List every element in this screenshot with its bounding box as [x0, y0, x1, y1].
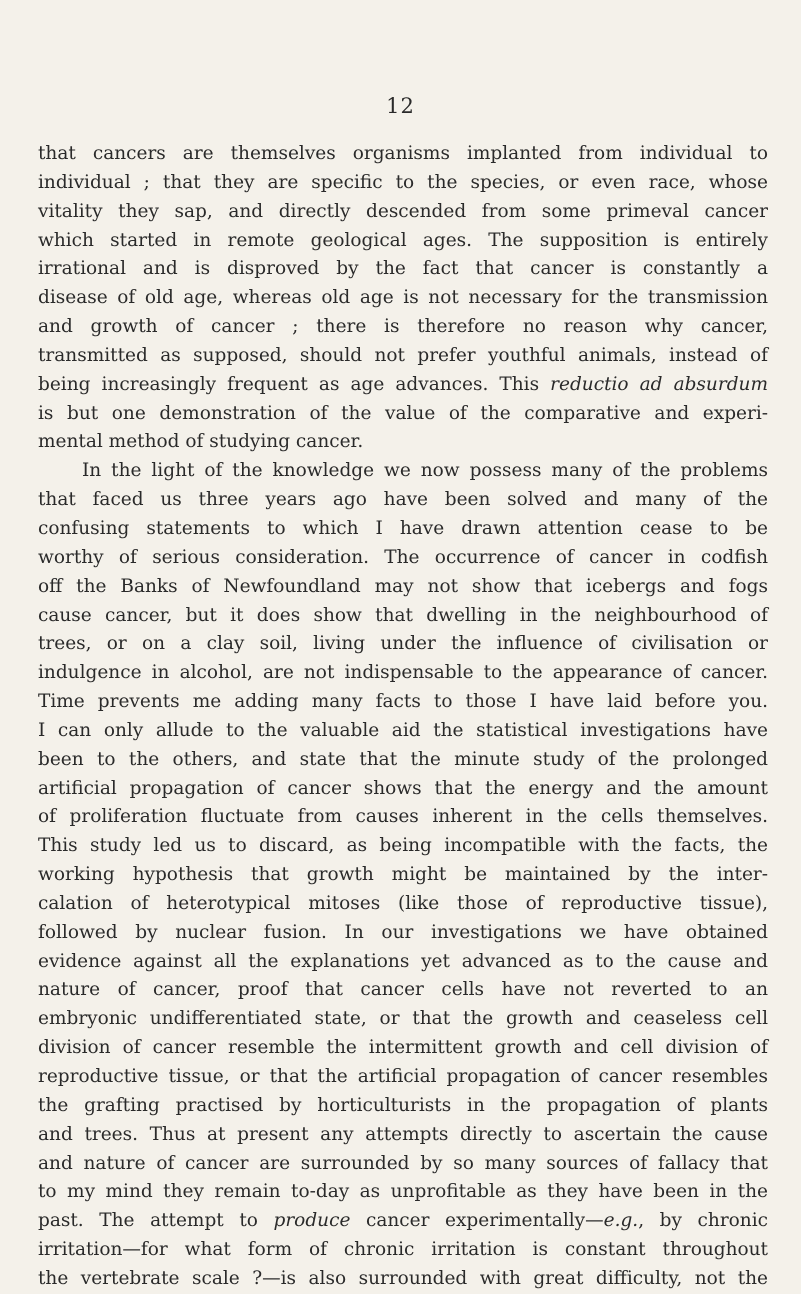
text-segment: being increasingly frequent as age advances. This: [38, 373, 551, 395]
text-line: [38, 1121, 768, 1150]
text-segment: off the Banks of Newfoundland may not show that icebergs and fogs: [38, 575, 768, 597]
text-segment: transmitted as supposed, should not prefer youthful animals, instead of: [38, 344, 768, 366]
italic-text: produce: [273, 1210, 351, 1232]
text-segment: to my mind they remain to-day as unprofitable as they have been in the: [38, 1181, 768, 1203]
text-line: [38, 775, 768, 804]
text-line: [38, 1005, 768, 1034]
text-segment: cause cancer, but it does show that dwelling in the neighbourhood of: [38, 604, 768, 626]
page-number: 12: [386, 94, 415, 118]
body-text: [38, 140, 768, 1294]
text-line: [38, 284, 768, 313]
text-line: [38, 1236, 768, 1265]
text-line: [38, 1207, 768, 1236]
text-segment: vitality they sap, and directly descended from some primeval cancer: [38, 200, 768, 222]
text-line: [38, 1265, 768, 1294]
text-line: [38, 457, 768, 486]
text-segment: followed by nuclear fusion. In our investigations we have obtained: [38, 921, 768, 943]
text-line: [38, 602, 768, 631]
text-segment: This study led us to discard, as being incompatible with the facts, the: [38, 835, 768, 857]
text-segment: that faced us three years ago have been solved and many of the: [38, 489, 768, 511]
text-line: [38, 659, 768, 688]
text-segment: reproductive tissue, or that the artificial propagation of cancer resembles: [38, 1066, 768, 1087]
text-segment: confusing statements to which I have drawn attention cease to be: [38, 517, 768, 539]
text-segment: disease of old age, whereas old age is not necessary for the transmission: [38, 287, 768, 309]
text-line: [38, 255, 768, 284]
text-line: [38, 371, 768, 400]
text-segment: evidence against all the explanations yet advanced as to the cause and: [38, 950, 768, 972]
text-line: [38, 486, 768, 515]
text-line: [38, 140, 768, 169]
text-segment: the vertebrate scale ?—is also surrounded with great difficulty, not the: [38, 1267, 768, 1289]
text-line: [38, 573, 768, 602]
text-line: [38, 861, 768, 890]
text-segment: indulgence in alcohol, are not indispensable to the appearance of cancer.: [38, 662, 768, 684]
text-line: [38, 198, 768, 227]
text-segment: nature of cancer, proof that cancer cells have not reverted to an: [38, 979, 768, 1001]
text-segment: division of cancer resemble the intermittent growth and cell division of: [38, 1037, 768, 1059]
text-segment: , by chronic: [638, 1210, 768, 1232]
text-line: [38, 832, 768, 861]
italic-text: e.g.: [603, 1210, 639, 1232]
text-segment: working hypothesis that growth might be maintained by the inter-: [38, 864, 768, 886]
text-segment: and trees. Thus at present any attempts directly to ascertain the cause: [38, 1123, 768, 1145]
text-line: [38, 515, 768, 544]
text-segment: calation of heterotypical mitoses (like those of reproductive tissue),: [38, 892, 768, 914]
text-line: [38, 1092, 768, 1121]
text-segment: mental method of studying cancer.: [38, 431, 364, 453]
text-line: [38, 746, 768, 775]
text-line: [38, 428, 768, 457]
text-segment: which started in remote geological ages. The supposition is entirely: [38, 229, 768, 251]
text-line: [38, 1178, 768, 1207]
text-segment: that cancers are themselves organisms implanted from individual to: [38, 143, 768, 164]
text-line: [38, 803, 768, 832]
text-segment: and nature of cancer are surrounded by so many sources of fallacy that: [38, 1152, 768, 1174]
text-segment: individual ; that they are specific to the species, or even race, whose: [38, 171, 768, 193]
text-line: [38, 1034, 768, 1063]
text-line: [38, 544, 768, 573]
text-line: [38, 400, 768, 429]
text-segment: trees, or on a clay soil, living under the influence of civilisation or: [38, 633, 768, 655]
text-line: [38, 630, 768, 659]
text-line: [38, 1150, 768, 1179]
text-segment: artificial propagation of cancer shows that the energy and the amount: [38, 777, 768, 799]
text-line: [38, 976, 768, 1005]
italic-text: reductio ad absurdum: [550, 373, 768, 395]
text-segment: worthy of serious consideration. The occurrence of cancer in codfish: [38, 546, 768, 568]
text-line: [38, 688, 768, 717]
text-line: [38, 313, 768, 342]
text-segment: irrational and is disproved by the fact that cancer is constantly a: [38, 258, 768, 280]
text-line: [38, 948, 768, 977]
text-segment: irritation—for what form of chronic irritation is constant throughout: [38, 1239, 768, 1261]
text-line: [38, 717, 768, 746]
text-segment: embryonic undifferentiated state, or that the growth and ceaseless cell: [38, 1008, 768, 1030]
text-segment: cancer experimentally—: [350, 1210, 604, 1232]
text-segment: In the light of the knowledge we now possess many of the problems: [82, 460, 768, 482]
text-segment: the grafting practised by horticulturists in the propagation of plants: [38, 1094, 768, 1116]
text-line: [38, 890, 768, 919]
text-segment: Time prevents me adding many facts to those I have laid before you.: [38, 691, 768, 713]
text-line: [38, 342, 768, 371]
text-segment: past. The attempt to: [38, 1210, 274, 1232]
text-segment: been to the others, and state that the minute study of the prolonged: [38, 748, 768, 770]
text-line: [38, 919, 768, 948]
text-line: [38, 1063, 768, 1092]
text-segment: of proliferation fluctuate from causes inherent in the cells themselves.: [38, 806, 768, 828]
text-segment: I can only allude to the valuable aid the statistical investigations have: [38, 719, 768, 741]
text-segment: and growth of cancer ; there is therefore no reason why cancer,: [38, 316, 768, 338]
text-line: [38, 227, 768, 256]
text-segment: is but one demonstration of the value of the comparative and experi-: [38, 402, 768, 424]
text-line: [38, 169, 768, 198]
